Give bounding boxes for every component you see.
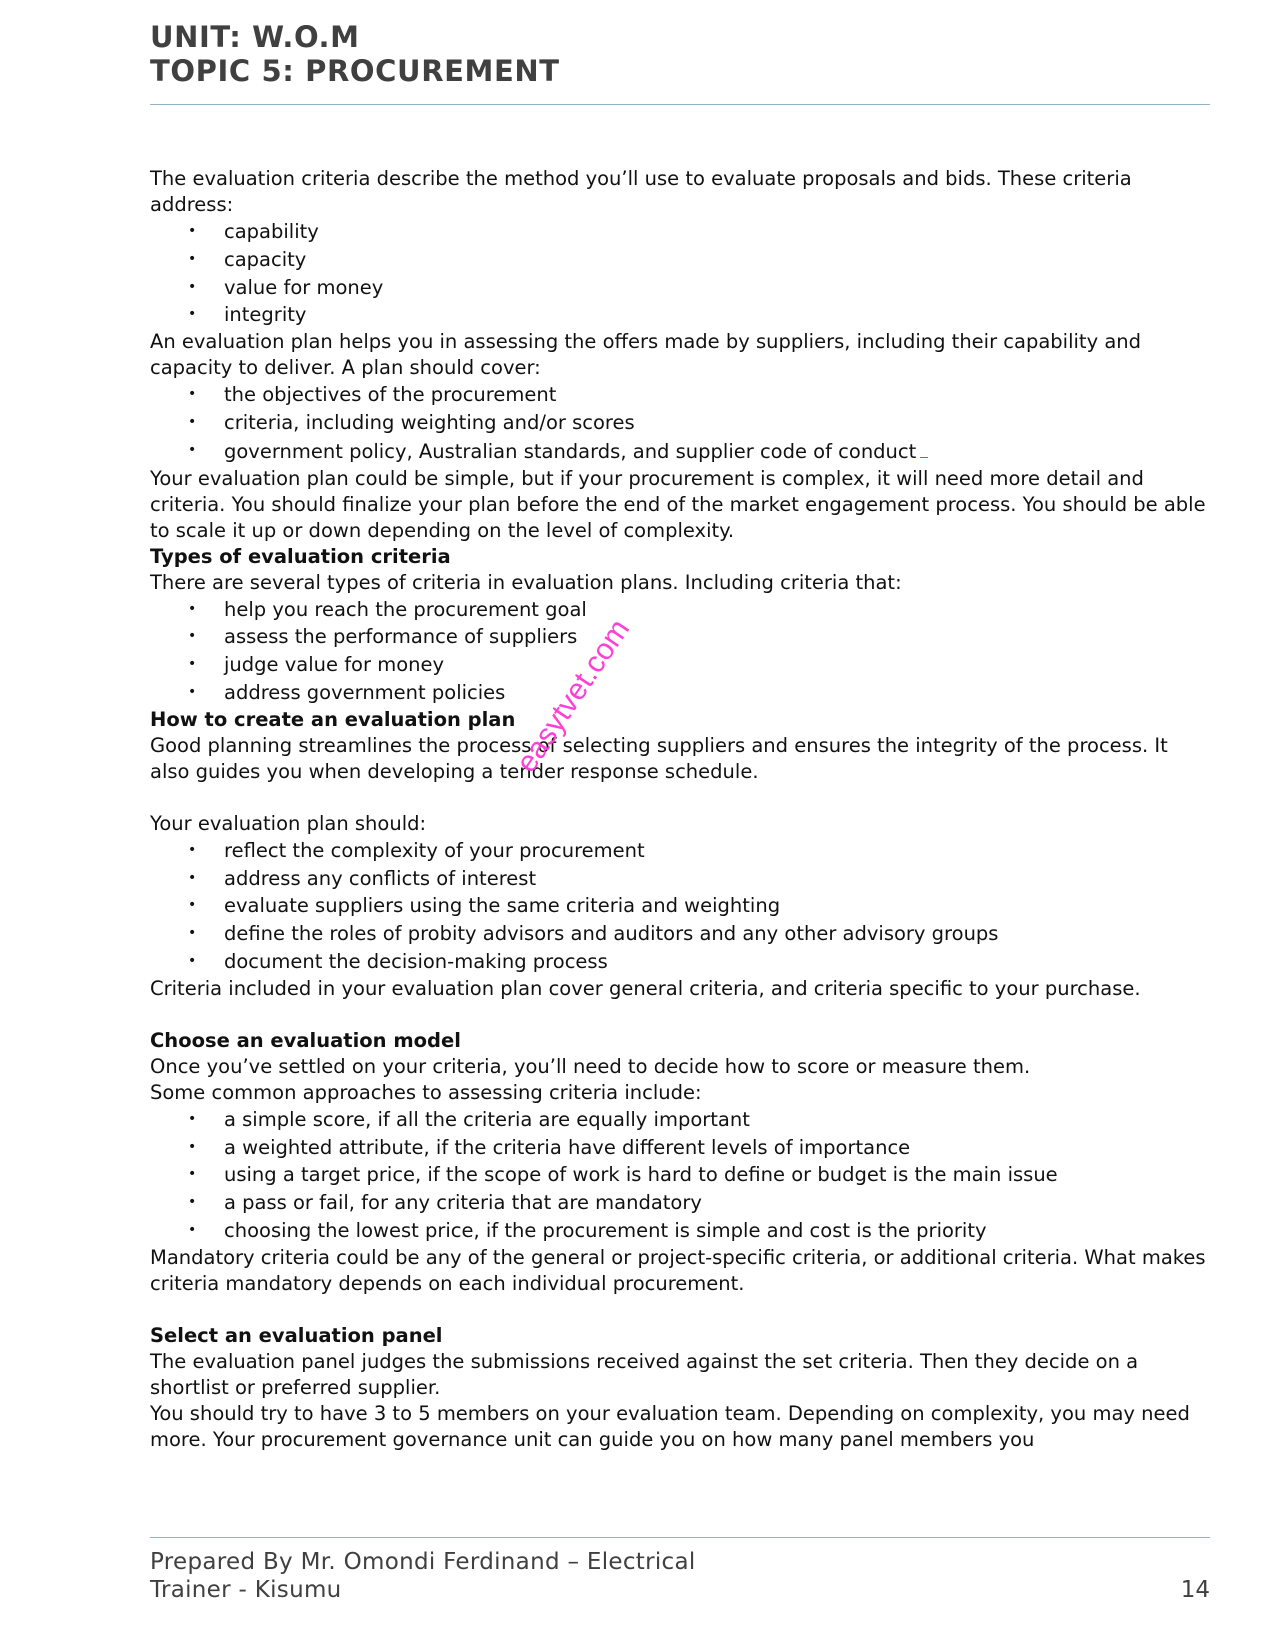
panel-heading: Select an evaluation panel <box>150 1323 443 1347</box>
bullet-icon: • <box>188 223 197 239</box>
create-paragraph: Good planning streamlines the process of selecting suppliers and ensures the integrity of the process. It also guides you when developing a tender response schedule. <box>150 733 1168 783</box>
page-footer <box>150 1548 1210 1604</box>
types-heading: Types of evaluation criteria <box>150 544 451 568</box>
bullet-icon: • <box>188 250 197 267</box>
mandatory-paragraph: Mandatory criteria could be any of the general or project-specific criteria, or additional criteria. What makes criteria mandatory depends on each individual procurement. <box>150 1245 1206 1295</box>
bullet-icon: • <box>188 952 197 969</box>
list-item <box>150 865 1212 893</box>
plan-simple-paragraph: Your evaluation plan could be simple, but if your procurement is complex, it will need more detail and criteria. You should finalize your plan before the end of the market engagement process. You should be able to scale it up or down depending on the level of complexity. <box>150 466 1206 542</box>
bullet-icon: • <box>188 656 197 673</box>
list-item-text: criteria, including weighting and/or scores <box>224 410 635 434</box>
list-item-text: address government policies <box>224 680 506 704</box>
bullet-icon: • <box>188 897 197 914</box>
list-item-text: help you reach the procurement goal <box>224 597 587 621</box>
list-item-text: a pass or fail, for any criteria that are mandatory <box>224 1191 702 1215</box>
list-item-text: document the decision-making process <box>224 949 608 973</box>
list-item <box>150 409 1212 437</box>
list-item <box>150 1189 1212 1217</box>
page-number: 14 <box>1180 1577 1210 1603</box>
list-item-text: judge value for money <box>224 653 445 677</box>
plan-list <box>150 381 1212 465</box>
spacer <box>150 1297 1212 1323</box>
list-item <box>150 948 1212 976</box>
bullet-icon: • <box>188 925 197 942</box>
list-item <box>150 301 1212 329</box>
bullet-icon: • <box>188 1221 197 1238</box>
link-underline-mark <box>920 437 928 458</box>
create-heading: How to create an evaluation plan <box>150 707 516 731</box>
list-item <box>150 1161 1212 1189</box>
bullet-icon: • <box>188 1194 197 1211</box>
unit-title: UNIT: W.O.M <box>150 20 360 54</box>
bullet-icon: • <box>188 441 197 458</box>
list-item <box>150 381 1212 409</box>
list-item <box>150 1134 1212 1162</box>
watermark-text: easytvet.com <box>510 613 637 779</box>
list-item-text: address any conflicts of interest <box>224 866 537 890</box>
bullet-icon: • <box>188 278 197 295</box>
footer-location-line: Trainer - Kisumu <box>150 1577 342 1603</box>
list-item <box>150 920 1212 948</box>
spacer <box>150 1002 1212 1028</box>
list-item-text: evaluate suppliers using the same criteria and weighting <box>224 894 781 918</box>
spacer <box>150 785 1212 811</box>
plan-intro-paragraph: An evaluation plan helps you in assessing the offers made by suppliers, including their capability and capacity to deliver. A plan should cover: <box>150 330 1142 380</box>
list-item <box>150 437 1212 466</box>
list-item-text: a simple score, if all the criteria are equally important <box>224 1107 750 1131</box>
list-item <box>150 837 1212 865</box>
model-paragraph-1: Once you’ve settled on your criteria, you’ll need to decide how to score or measure them. <box>150 1054 1031 1078</box>
list-item <box>150 623 1212 651</box>
criteria-cover-paragraph: Criteria included in your evaluation plan cover general criteria, and criteria specific to your purchase. <box>150 976 1141 1000</box>
list-item-text: value for money <box>224 275 384 299</box>
criteria-list <box>150 218 1212 329</box>
list-item-text: integrity <box>224 303 307 327</box>
list-item-text: choosing the lowest price, if the procurement is simple and cost is the priority <box>224 1218 987 1242</box>
bullet-icon: • <box>188 1166 197 1183</box>
panel-paragraph-2: You should try to have 3 to 5 members on your evaluation team. Depending on complexity, you may need more. Your procurement governance unit can guide you on how many panel members you <box>150 1401 1190 1451</box>
bullet-icon: • <box>188 1110 197 1127</box>
bullet-icon: • <box>188 683 197 700</box>
bullet-icon: • <box>188 306 197 323</box>
list-item-text: capability <box>224 220 319 243</box>
intro-paragraph: The evaluation criteria describe the method you’ll use to evaluate proposals and bids. These criteria address: <box>150 167 1132 216</box>
list-item-text: the objectives of the procurement <box>224 383 557 407</box>
bullet-icon: • <box>188 413 197 430</box>
panel-paragraph-1: The evaluation panel judges the submissions received against the set criteria. Then they decide on a shortlist or preferred supplier. <box>150 1349 1139 1399</box>
should-intro-paragraph: Your evaluation plan should: <box>150 811 427 835</box>
should-list <box>150 837 1212 976</box>
footer-author-line: Prepared By Mr. Omondi Ferdinand – Electrical <box>150 1549 696 1575</box>
bullet-icon: • <box>188 386 197 403</box>
list-item <box>150 1217 1212 1245</box>
list-item-text: capacity <box>224 247 307 271</box>
footer-divider <box>150 1537 1210 1538</box>
page-header <box>150 20 1210 88</box>
bullet-icon: • <box>188 841 197 858</box>
model-paragraph-2: Some common approaches to assessing criteria include: <box>150 1080 702 1104</box>
list-item-text: define the roles of probity advisors and auditors and any other advisory groups <box>224 922 999 946</box>
list-item <box>150 274 1212 302</box>
topic-title: TOPIC 5: PROCUREMENT <box>150 54 560 88</box>
types-list <box>150 596 1212 707</box>
list-item-text: government policy, Australian standards, and supplier code of conduct <box>224 439 917 463</box>
bullet-icon: • <box>188 869 197 886</box>
list-item-text: assess the performance of suppliers <box>224 625 578 649</box>
list-item <box>150 651 1212 679</box>
header-divider <box>150 104 1210 105</box>
types-intro-paragraph: There are several types of criteria in evaluation plans. Including criteria that: <box>150 570 902 594</box>
list-item <box>150 596 1212 624</box>
model-heading: Choose an evaluation model <box>150 1028 461 1052</box>
list-item <box>150 892 1212 920</box>
list-item-text: using a target price, if the scope of work is hard to define or budget is the main issue <box>224 1163 1058 1187</box>
document-body <box>150 166 1212 1453</box>
list-item <box>150 218 1212 246</box>
bullet-icon: • <box>188 628 197 645</box>
list-item <box>150 246 1212 274</box>
list-item-text: a weighted attribute, if the criteria have different levels of importance <box>224 1135 911 1159</box>
list-item-text: reflect the complexity of your procurement <box>224 838 645 862</box>
bullet-icon: • <box>188 600 197 617</box>
bullet-icon: • <box>188 1138 197 1155</box>
list-item <box>150 679 1212 707</box>
model-list <box>150 1106 1212 1245</box>
list-item <box>150 1106 1212 1134</box>
